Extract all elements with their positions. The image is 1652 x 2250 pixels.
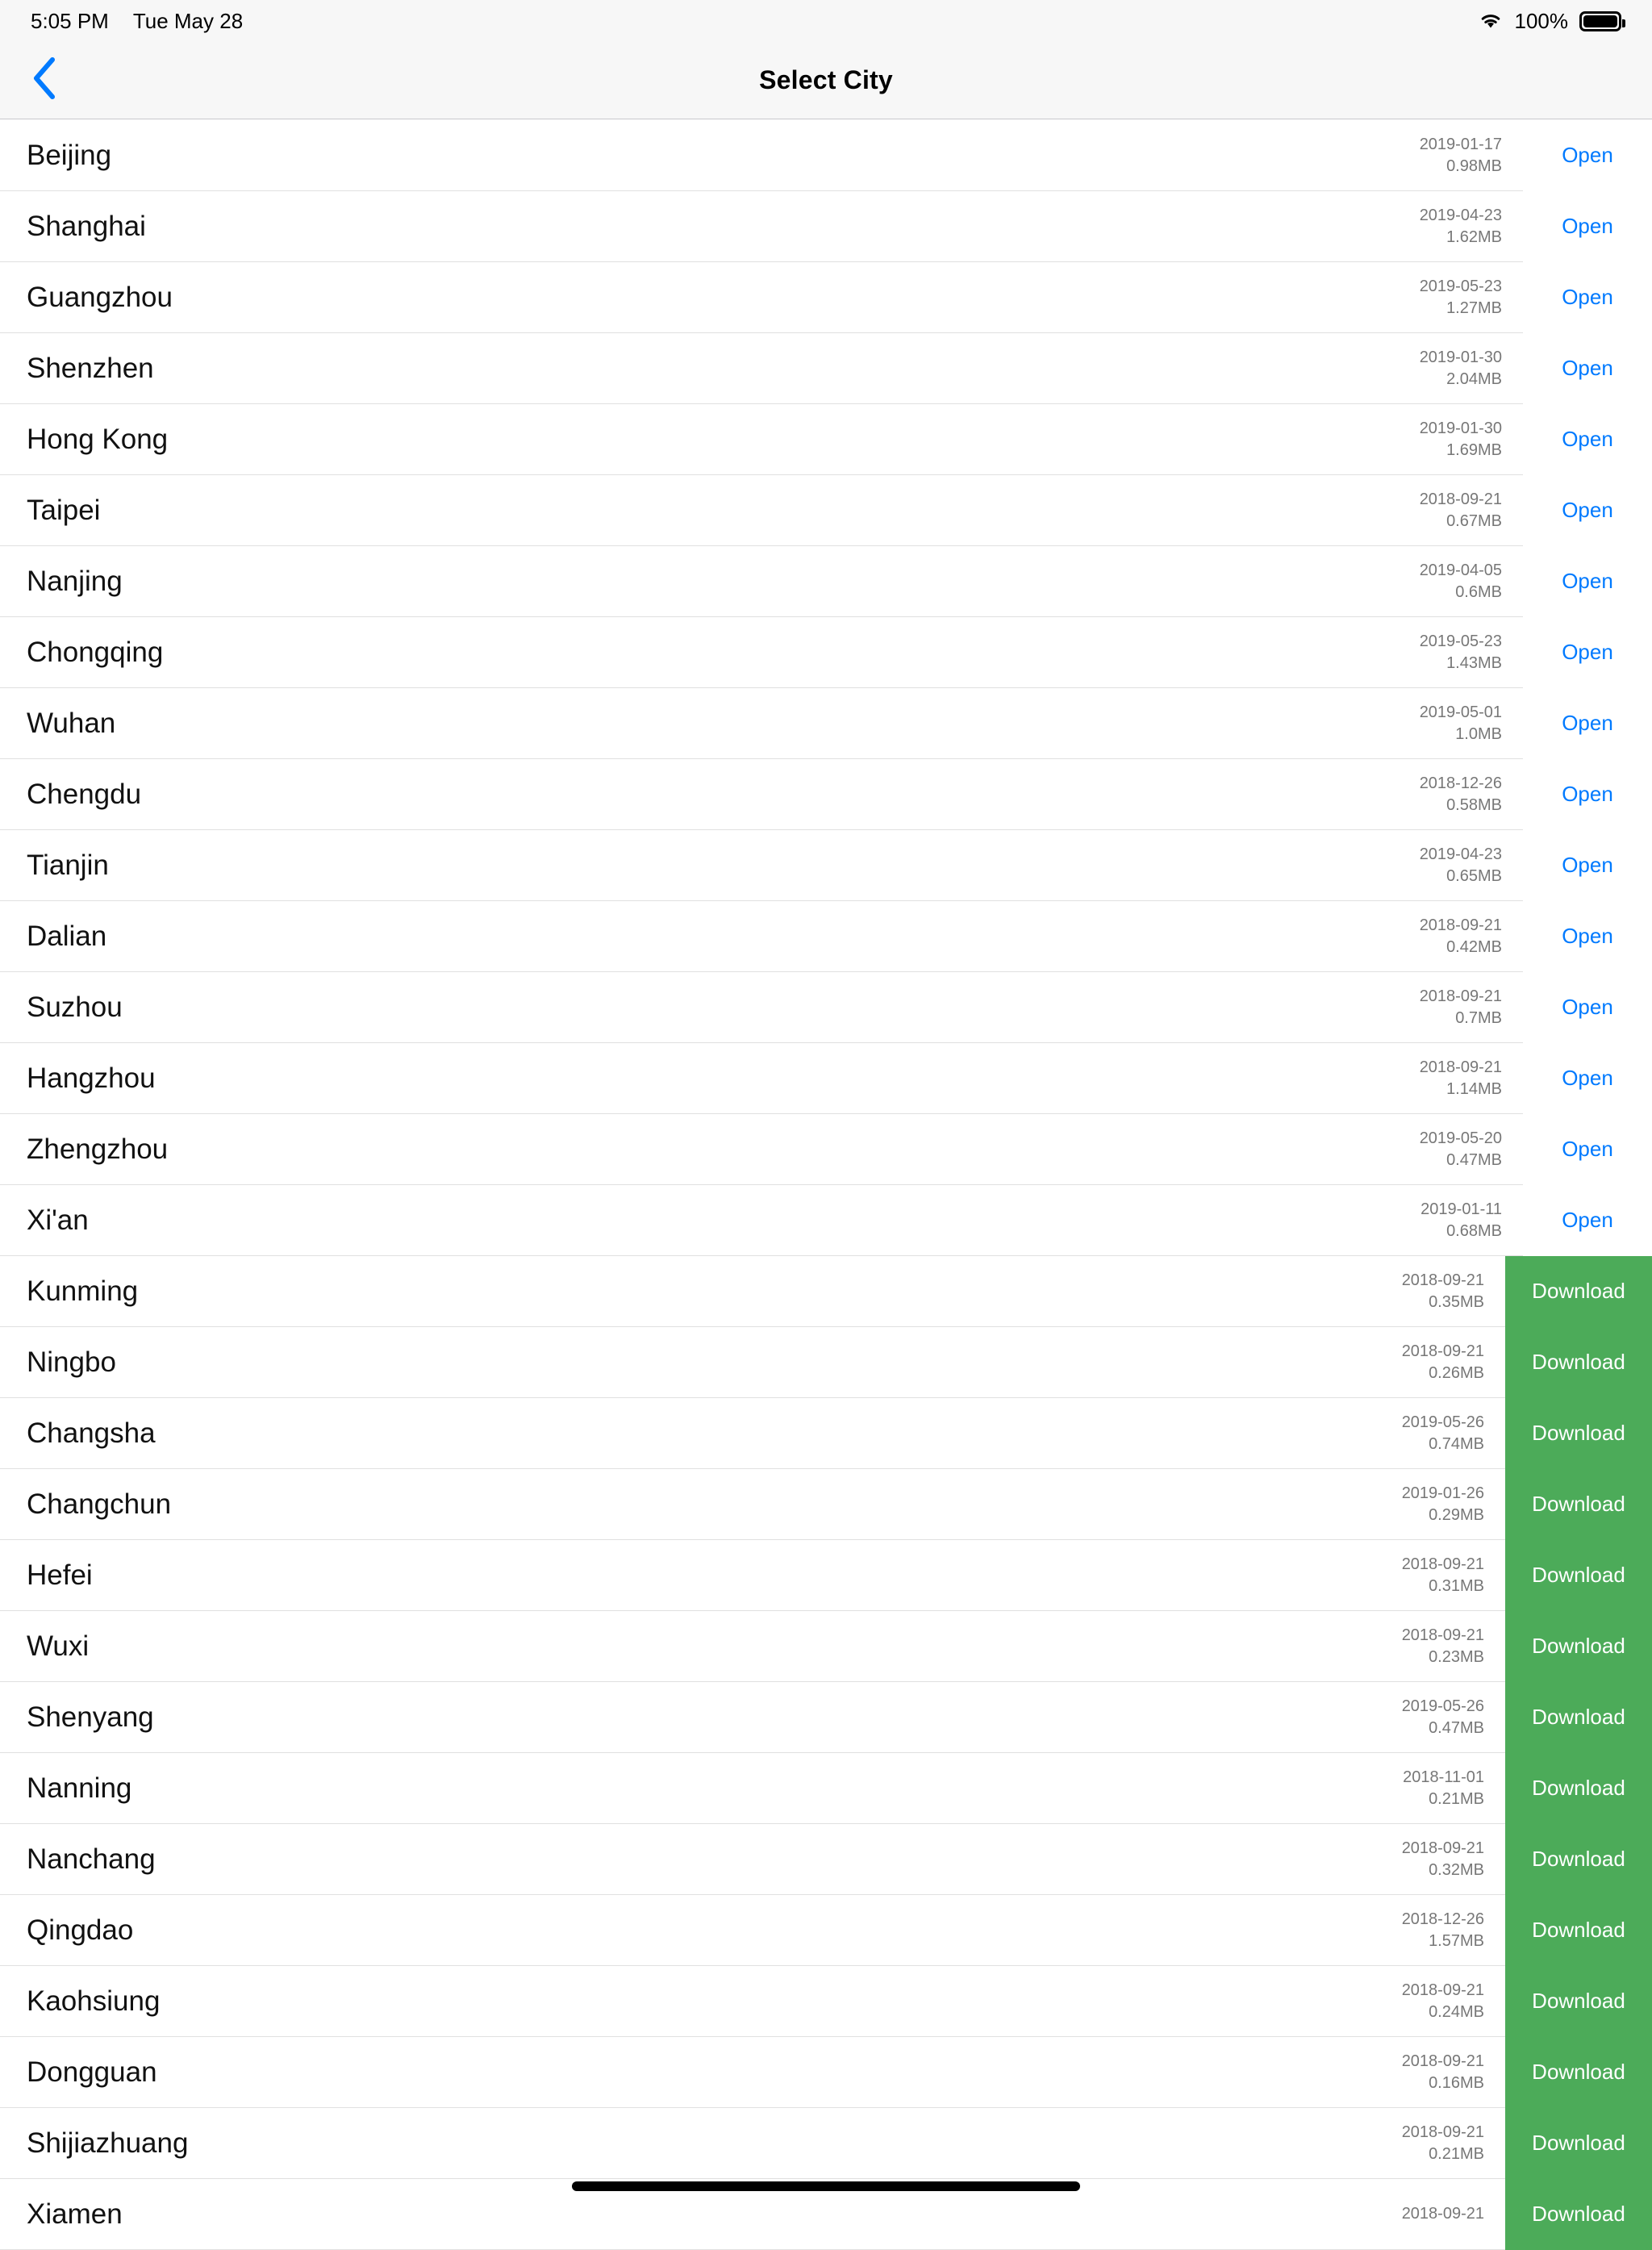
map-date: 2018-09-21 [1401, 1555, 1484, 1573]
download-button[interactable]: Download [1505, 2108, 1652, 2179]
city-name: Qingdao [27, 1914, 134, 1946]
city-name: Changchun [27, 1488, 172, 1520]
download-button[interactable]: Download [1505, 1256, 1652, 1327]
download-button[interactable]: Download [1505, 1398, 1652, 1469]
map-date: 2018-09-21 [1401, 2052, 1484, 2070]
map-size: 2.04MB [1446, 369, 1502, 388]
city-meta [1354, 773, 1523, 816]
city-meta [1354, 560, 1523, 603]
city-name: Xiamen [27, 2198, 123, 2230]
map-size: 0.24MB [1429, 2002, 1484, 2021]
battery-icon [1579, 11, 1621, 31]
status-bar-right [1478, 9, 1622, 34]
city-meta [1336, 1554, 1505, 1597]
map-size: 0.74MB [1429, 1434, 1484, 1453]
map-size: 1.62MB [1446, 228, 1502, 246]
table-row[interactable] [0, 1895, 1652, 1966]
city-name: Beijing [27, 139, 112, 171]
map-date: 2018-11-01 [1403, 1768, 1484, 1786]
map-size: 0.67MB [1446, 511, 1502, 530]
wifi-icon [1478, 11, 1504, 31]
map-size: 1.0MB [1455, 724, 1502, 743]
table-row[interactable] [0, 617, 1652, 688]
city-meta [1354, 702, 1523, 745]
open-button[interactable]: Open [1523, 759, 1652, 830]
table-row[interactable] [0, 404, 1652, 475]
table-row[interactable] [0, 475, 1652, 546]
table-row[interactable] [0, 1753, 1652, 1824]
open-button[interactable]: Open [1523, 1114, 1652, 1185]
city-name: Shanghai [27, 210, 146, 242]
map-size: 0.31MB [1429, 1576, 1484, 1595]
map-date: 2018-09-21 [1401, 1342, 1484, 1360]
city-name: Ningbo [27, 1346, 116, 1378]
city-meta [1336, 1483, 1505, 1526]
table-row[interactable] [0, 1327, 1652, 1398]
download-button[interactable]: Download [1505, 1540, 1652, 1611]
city-name: Wuhan [27, 707, 116, 739]
download-button[interactable]: Download [1505, 1469, 1652, 1540]
table-row[interactable] [0, 1114, 1652, 1185]
table-row[interactable] [0, 972, 1652, 1043]
download-button[interactable]: Download [1505, 1611, 1652, 1682]
city-meta [1354, 347, 1523, 390]
city-meta [1336, 2122, 1505, 2165]
map-date: 2019-01-30 [1419, 348, 1502, 366]
map-date: 2019-05-01 [1419, 703, 1502, 721]
table-row[interactable] [0, 1256, 1652, 1327]
map-size: 0.16MB [1429, 2073, 1484, 2092]
city-meta [1336, 2051, 1505, 2094]
city-meta [1354, 915, 1523, 958]
map-date: 2019-05-23 [1419, 632, 1502, 650]
map-size: 0.42MB [1446, 937, 1502, 956]
open-button[interactable]: Open [1523, 617, 1652, 688]
city-meta [1354, 489, 1523, 532]
map-size: 0.21MB [1429, 2144, 1484, 2163]
map-date: 2018-09-21 [1401, 1981, 1484, 1999]
table-row[interactable] [0, 1966, 1652, 2037]
city-name: Nanning [27, 1772, 132, 1804]
back-button[interactable] [16, 52, 73, 109]
city-name: Changsha [27, 1417, 156, 1449]
map-date: 2019-04-05 [1419, 561, 1502, 579]
city-name: Kunming [27, 1275, 139, 1307]
map-date: 2019-01-17 [1419, 135, 1502, 153]
map-date: 2018-09-21 [1401, 2205, 1484, 2223]
map-size: 1.14MB [1446, 1079, 1502, 1098]
map-size: 0.21MB [1429, 1789, 1484, 1808]
map-date: 2018-09-21 [1401, 1271, 1484, 1289]
download-button[interactable]: Download [1505, 2037, 1652, 2108]
download-button[interactable]: Download [1505, 1966, 1652, 2037]
map-size: 0.6MB [1455, 582, 1502, 601]
map-date: 2018-09-21 [1419, 1058, 1502, 1076]
map-size: 0.98MB [1446, 157, 1502, 175]
map-date: 2019-01-26 [1401, 1484, 1484, 1502]
city-name: Chongqing [27, 636, 164, 668]
table-row[interactable] [0, 1611, 1652, 1682]
table-row[interactable] [0, 830, 1652, 901]
city-meta [1336, 1341, 1505, 1384]
battery-percent: 100% [1514, 8, 1568, 33]
city-meta [1354, 1057, 1523, 1100]
map-date: 2019-04-23 [1419, 845, 1502, 863]
city-name: Hong Kong [27, 423, 169, 455]
table-row[interactable] [0, 191, 1652, 262]
open-button[interactable]: Open [1523, 972, 1652, 1043]
open-button[interactable]: Open [1523, 475, 1652, 546]
city-meta [1336, 1838, 1505, 1881]
city-meta [1354, 1128, 1523, 1171]
open-button[interactable]: Open [1523, 404, 1652, 475]
city-name: Nanjing [27, 565, 123, 597]
open-button[interactable]: Open [1523, 830, 1652, 901]
city-meta [1336, 1696, 1505, 1739]
city-meta [1354, 276, 1523, 319]
map-size: 0.23MB [1429, 1647, 1484, 1666]
map-size: 1.43MB [1446, 653, 1502, 672]
download-button[interactable]: Download [1505, 1824, 1652, 1895]
open-button[interactable]: Open [1523, 120, 1652, 191]
table-row[interactable] [0, 1540, 1652, 1611]
map-size: 0.68MB [1446, 1221, 1502, 1240]
city-name: Tianjin [27, 849, 109, 881]
open-button[interactable]: Open [1523, 1185, 1652, 1256]
city-meta [1336, 1909, 1505, 1952]
map-date: 2018-09-21 [1401, 1839, 1484, 1857]
city-meta [1336, 1980, 1505, 2023]
city-meta [1354, 844, 1523, 887]
city-name: Wuxi [27, 1630, 90, 1662]
city-name: Dongguan [27, 2056, 157, 2088]
open-button[interactable]: Open [1523, 1043, 1652, 1114]
navigation-bar [0, 42, 1652, 119]
city-name: Hefei [27, 1559, 93, 1591]
table-row[interactable] [0, 759, 1652, 830]
map-size: 0.29MB [1429, 1505, 1484, 1524]
city-name: Shenzhen [27, 352, 154, 384]
table-row[interactable] [0, 1043, 1652, 1114]
city-name: Chengdu [27, 778, 142, 810]
download-button[interactable]: Download [1505, 2179, 1652, 2250]
table-row[interactable] [0, 546, 1652, 617]
map-date: 2018-09-21 [1419, 987, 1502, 1005]
open-button[interactable]: Open [1523, 191, 1652, 262]
open-button[interactable]: Open [1523, 546, 1652, 617]
status-time: 5:05 PM [31, 8, 109, 33]
table-row[interactable] [0, 1185, 1652, 1256]
city-name: Shijiazhuang [27, 2127, 189, 2159]
city-name: Taipei [27, 494, 101, 526]
map-date: 2019-01-30 [1419, 419, 1502, 437]
city-meta [1336, 1767, 1505, 1810]
map-date: 2018-12-26 [1401, 1910, 1484, 1928]
map-size: 0.7MB [1455, 1008, 1502, 1027]
page-title: Select City [759, 65, 893, 94]
city-name: Xi'an [27, 1204, 89, 1236]
map-date: 2019-05-23 [1419, 277, 1502, 295]
city-name: Kaohsiung [27, 1985, 161, 2017]
map-size: 1.57MB [1429, 1931, 1484, 1950]
chevron-left-icon [31, 56, 58, 105]
home-indicator [572, 2181, 1080, 2191]
city-name: Dalian [27, 920, 107, 952]
table-row[interactable] [0, 688, 1652, 759]
open-button[interactable]: Open [1523, 901, 1652, 972]
map-size: 0.35MB [1429, 1292, 1484, 1311]
map-date: 2019-04-23 [1419, 206, 1502, 224]
download-button[interactable]: Download [1505, 1895, 1652, 1966]
status-bar-left [31, 9, 243, 34]
map-size: 0.26MB [1429, 1363, 1484, 1382]
city-meta [1354, 418, 1523, 461]
city-meta [1354, 134, 1523, 177]
city-name: Suzhou [27, 991, 123, 1023]
city-name: Zhengzhou [27, 1133, 169, 1165]
map-size: 0.32MB [1429, 1860, 1484, 1879]
city-name: Shenyang [27, 1701, 154, 1733]
map-size: 1.27MB [1446, 298, 1502, 317]
city-meta [1336, 1625, 1505, 1668]
table-row[interactable] [0, 1398, 1652, 1469]
download-button[interactable]: Download [1505, 1753, 1652, 1824]
table-row[interactable] [0, 333, 1652, 404]
open-button[interactable]: Open [1523, 688, 1652, 759]
city-meta [1336, 1270, 1505, 1313]
city-name: Hangzhou [27, 1062, 156, 1094]
map-date: 2018-09-21 [1419, 916, 1502, 934]
map-date: 2018-09-21 [1401, 2123, 1484, 2141]
map-size: 0.58MB [1446, 795, 1502, 814]
table-row[interactable] [0, 2108, 1652, 2179]
map-date: 2019-05-26 [1401, 1697, 1484, 1715]
city-name: Guangzhou [27, 281, 173, 313]
map-size: 1.69MB [1446, 440, 1502, 459]
map-size: 0.47MB [1429, 1718, 1484, 1737]
map-date: 2018-09-21 [1401, 1626, 1484, 1644]
city-list[interactable] [0, 120, 1652, 2230]
city-meta [1354, 986, 1523, 1029]
table-row[interactable] [0, 1682, 1652, 1753]
open-button[interactable]: Open [1523, 262, 1652, 333]
map-date: 2018-09-21 [1419, 490, 1502, 508]
city-meta [1336, 2203, 1505, 2225]
table-row[interactable] [0, 1824, 1652, 1895]
city-meta [1354, 1199, 1523, 1242]
city-meta [1336, 1412, 1505, 1455]
city-name: Nanchang [27, 1843, 156, 1875]
battery-fill [1583, 15, 1617, 27]
download-button[interactable]: Download [1505, 1682, 1652, 1753]
map-date: 2019-05-20 [1419, 1129, 1502, 1147]
map-size: 0.65MB [1446, 866, 1502, 885]
map-date: 2019-01-11 [1420, 1200, 1502, 1218]
map-size: 0.47MB [1446, 1150, 1502, 1169]
map-date: 2019-05-26 [1401, 1413, 1484, 1431]
table-row[interactable] [0, 901, 1652, 972]
city-meta [1354, 631, 1523, 674]
table-row[interactable] [0, 2037, 1652, 2108]
table-row[interactable] [0, 262, 1652, 333]
status-date: Tue May 28 [132, 8, 244, 33]
table-row[interactable] [0, 1469, 1652, 1540]
status-bar [0, 0, 1652, 42]
open-button[interactable]: Open [1523, 333, 1652, 404]
download-button[interactable]: Download [1505, 1327, 1652, 1398]
map-date: 2018-12-26 [1419, 774, 1502, 792]
city-meta [1354, 205, 1523, 248]
table-row[interactable] [0, 120, 1652, 191]
